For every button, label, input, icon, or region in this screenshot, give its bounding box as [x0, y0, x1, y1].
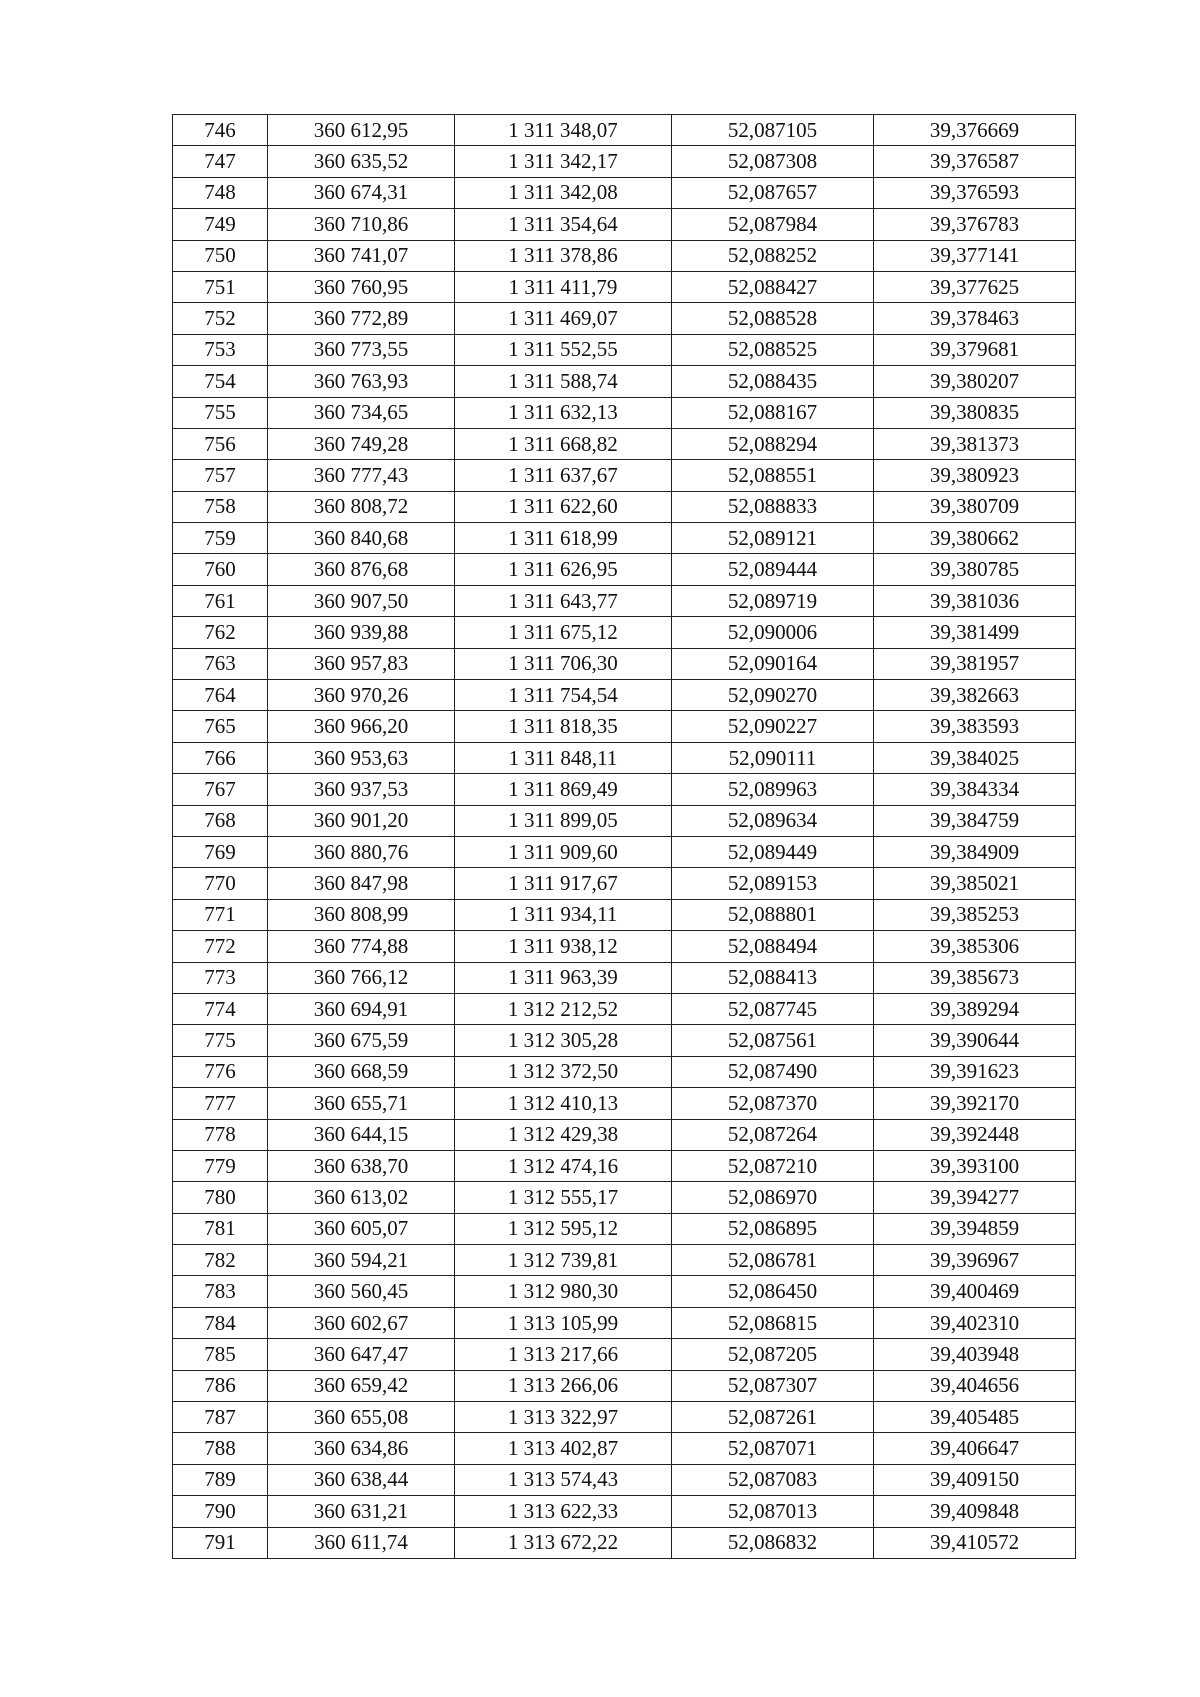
- y-coordinate-cell: 1 312 474,16: [455, 1150, 672, 1181]
- table-row: [173, 1527, 1076, 1558]
- point-number-cell: 774: [173, 993, 268, 1024]
- y-coordinate-cell: 1 312 980,30: [455, 1276, 672, 1307]
- longitude-cell: 39,379681: [874, 334, 1076, 365]
- latitude-cell: 52,086970: [672, 1182, 874, 1213]
- latitude-cell: 52,087071: [672, 1433, 874, 1464]
- longitude-cell: 39,400469: [874, 1276, 1076, 1307]
- x-coordinate-cell: 360 613,02: [268, 1182, 455, 1213]
- table-row: [173, 115, 1076, 146]
- table-row: [173, 146, 1076, 177]
- latitude-cell: 52,088528: [672, 303, 874, 334]
- x-coordinate-cell: 360 611,74: [268, 1527, 455, 1558]
- point-number-cell: 755: [173, 397, 268, 428]
- y-coordinate-cell: 1 311 348,07: [455, 115, 672, 146]
- latitude-cell: 52,089719: [672, 585, 874, 616]
- y-coordinate-cell: 1 311 934,11: [455, 899, 672, 930]
- y-coordinate-cell: 1 311 675,12: [455, 617, 672, 648]
- point-number-cell: 765: [173, 711, 268, 742]
- table-row: [173, 962, 1076, 993]
- x-coordinate-cell: 360 605,07: [268, 1213, 455, 1244]
- y-coordinate-cell: 1 311 818,35: [455, 711, 672, 742]
- point-number-cell: 760: [173, 554, 268, 585]
- longitude-cell: 39,376587: [874, 146, 1076, 177]
- longitude-cell: 39,377625: [874, 271, 1076, 302]
- point-number-cell: 768: [173, 805, 268, 836]
- x-coordinate-cell: 360 876,68: [268, 554, 455, 585]
- table-row: [173, 836, 1076, 867]
- x-coordinate-cell: 360 907,50: [268, 585, 455, 616]
- point-number-cell: 748: [173, 177, 268, 208]
- latitude-cell: 52,089444: [672, 554, 874, 585]
- x-coordinate-cell: 360 970,26: [268, 680, 455, 711]
- longitude-cell: 39,380785: [874, 554, 1076, 585]
- y-coordinate-cell: 1 311 899,05: [455, 805, 672, 836]
- latitude-cell: 52,086895: [672, 1213, 874, 1244]
- x-coordinate-cell: 360 777,43: [268, 460, 455, 491]
- longitude-cell: 39,409848: [874, 1496, 1076, 1527]
- y-coordinate-cell: 1 311 588,74: [455, 366, 672, 397]
- longitude-cell: 39,385253: [874, 899, 1076, 930]
- x-coordinate-cell: 360 966,20: [268, 711, 455, 742]
- x-coordinate-cell: 360 939,88: [268, 617, 455, 648]
- y-coordinate-cell: 1 311 342,17: [455, 146, 672, 177]
- longitude-cell: 39,392448: [874, 1119, 1076, 1150]
- latitude-cell: 52,088167: [672, 397, 874, 428]
- latitude-cell: 52,086832: [672, 1527, 874, 1558]
- point-number-cell: 756: [173, 428, 268, 459]
- latitude-cell: 52,087083: [672, 1464, 874, 1495]
- longitude-cell: 39,381036: [874, 585, 1076, 616]
- longitude-cell: 39,384909: [874, 836, 1076, 867]
- y-coordinate-cell: 1 311 342,08: [455, 177, 672, 208]
- latitude-cell: 52,089634: [672, 805, 874, 836]
- y-coordinate-cell: 1 313 217,66: [455, 1339, 672, 1370]
- latitude-cell: 52,090111: [672, 742, 874, 773]
- y-coordinate-cell: 1 313 266,06: [455, 1370, 672, 1401]
- latitude-cell: 52,087205: [672, 1339, 874, 1370]
- x-coordinate-cell: 360 901,20: [268, 805, 455, 836]
- x-coordinate-cell: 360 647,47: [268, 1339, 455, 1370]
- longitude-cell: 39,384334: [874, 774, 1076, 805]
- table-row: [173, 993, 1076, 1024]
- table-row: [173, 397, 1076, 428]
- y-coordinate-cell: 1 311 917,67: [455, 868, 672, 899]
- latitude-cell: 52,088435: [672, 366, 874, 397]
- latitude-cell: 52,087984: [672, 209, 874, 240]
- y-coordinate-cell: 1 313 105,99: [455, 1307, 672, 1338]
- latitude-cell: 52,088551: [672, 460, 874, 491]
- longitude-cell: 39,380662: [874, 523, 1076, 554]
- longitude-cell: 39,393100: [874, 1150, 1076, 1181]
- x-coordinate-cell: 360 634,86: [268, 1433, 455, 1464]
- longitude-cell: 39,381373: [874, 428, 1076, 459]
- latitude-cell: 52,088252: [672, 240, 874, 271]
- y-coordinate-cell: 1 313 622,33: [455, 1496, 672, 1527]
- latitude-cell: 52,088294: [672, 428, 874, 459]
- table-row: [173, 1496, 1076, 1527]
- latitude-cell: 52,087657: [672, 177, 874, 208]
- coordinates-table: [172, 114, 1076, 1559]
- table-row: [173, 774, 1076, 805]
- longitude-cell: 39,382663: [874, 680, 1076, 711]
- table-row: [173, 366, 1076, 397]
- latitude-cell: 52,086450: [672, 1276, 874, 1307]
- longitude-cell: 39,404656: [874, 1370, 1076, 1401]
- x-coordinate-cell: 360 741,07: [268, 240, 455, 271]
- latitude-cell: 52,086815: [672, 1307, 874, 1338]
- x-coordinate-cell: 360 808,99: [268, 899, 455, 930]
- longitude-cell: 39,376783: [874, 209, 1076, 240]
- longitude-cell: 39,389294: [874, 993, 1076, 1024]
- table-row: [173, 742, 1076, 773]
- latitude-cell: 52,087210: [672, 1150, 874, 1181]
- table-row: [173, 585, 1076, 616]
- point-number-cell: 769: [173, 836, 268, 867]
- longitude-cell: 39,406647: [874, 1433, 1076, 1464]
- y-coordinate-cell: 1 311 963,39: [455, 962, 672, 993]
- y-coordinate-cell: 1 311 378,86: [455, 240, 672, 271]
- x-coordinate-cell: 360 560,45: [268, 1276, 455, 1307]
- latitude-cell: 52,087307: [672, 1370, 874, 1401]
- point-number-cell: 753: [173, 334, 268, 365]
- table-row: [173, 1213, 1076, 1244]
- longitude-cell: 39,410572: [874, 1527, 1076, 1558]
- y-coordinate-cell: 1 311 938,12: [455, 931, 672, 962]
- y-coordinate-cell: 1 311 706,30: [455, 648, 672, 679]
- x-coordinate-cell: 360 772,89: [268, 303, 455, 334]
- table-row: [173, 1464, 1076, 1495]
- longitude-cell: 39,394859: [874, 1213, 1076, 1244]
- x-coordinate-cell: 360 840,68: [268, 523, 455, 554]
- table-row: [173, 177, 1076, 208]
- longitude-cell: 39,394277: [874, 1182, 1076, 1213]
- table-row: [173, 491, 1076, 522]
- x-coordinate-cell: 360 773,55: [268, 334, 455, 365]
- y-coordinate-cell: 1 311 909,60: [455, 836, 672, 867]
- point-number-cell: 771: [173, 899, 268, 930]
- y-coordinate-cell: 1 312 739,81: [455, 1245, 672, 1276]
- table-row: [173, 617, 1076, 648]
- table-row: [173, 1025, 1076, 1056]
- y-coordinate-cell: 1 313 402,87: [455, 1433, 672, 1464]
- longitude-cell: 39,377141: [874, 240, 1076, 271]
- longitude-cell: 39,381957: [874, 648, 1076, 679]
- table-row: [173, 271, 1076, 302]
- point-number-cell: 749: [173, 209, 268, 240]
- x-coordinate-cell: 360 635,52: [268, 146, 455, 177]
- y-coordinate-cell: 1 313 672,22: [455, 1527, 672, 1558]
- latitude-cell: 52,089121: [672, 523, 874, 554]
- y-coordinate-cell: 1 311 618,99: [455, 523, 672, 554]
- point-number-cell: 788: [173, 1433, 268, 1464]
- point-number-cell: 779: [173, 1150, 268, 1181]
- y-coordinate-cell: 1 311 469,07: [455, 303, 672, 334]
- latitude-cell: 52,087561: [672, 1025, 874, 1056]
- x-coordinate-cell: 360 659,42: [268, 1370, 455, 1401]
- table-row: [173, 868, 1076, 899]
- table-row: [173, 1276, 1076, 1307]
- table-row: [173, 1182, 1076, 1213]
- y-coordinate-cell: 1 311 869,49: [455, 774, 672, 805]
- point-number-cell: 776: [173, 1056, 268, 1087]
- table-row: [173, 1056, 1076, 1087]
- point-number-cell: 775: [173, 1025, 268, 1056]
- y-coordinate-cell: 1 312 372,50: [455, 1056, 672, 1087]
- x-coordinate-cell: 360 668,59: [268, 1056, 455, 1087]
- point-number-cell: 766: [173, 742, 268, 773]
- x-coordinate-cell: 360 937,53: [268, 774, 455, 805]
- y-coordinate-cell: 1 311 622,60: [455, 491, 672, 522]
- x-coordinate-cell: 360 674,31: [268, 177, 455, 208]
- point-number-cell: 777: [173, 1088, 268, 1119]
- x-coordinate-cell: 360 953,63: [268, 742, 455, 773]
- longitude-cell: 39,376593: [874, 177, 1076, 208]
- point-number-cell: 759: [173, 523, 268, 554]
- table-row: [173, 428, 1076, 459]
- x-coordinate-cell: 360 763,93: [268, 366, 455, 397]
- point-number-cell: 761: [173, 585, 268, 616]
- x-coordinate-cell: 360 957,83: [268, 648, 455, 679]
- point-number-cell: 746: [173, 115, 268, 146]
- point-number-cell: 758: [173, 491, 268, 522]
- coordinates-table-body: [173, 115, 1076, 1559]
- latitude-cell: 52,087308: [672, 146, 874, 177]
- table-row: [173, 1370, 1076, 1401]
- y-coordinate-cell: 1 311 637,67: [455, 460, 672, 491]
- x-coordinate-cell: 360 612,95: [268, 115, 455, 146]
- x-coordinate-cell: 360 734,65: [268, 397, 455, 428]
- latitude-cell: 52,087370: [672, 1088, 874, 1119]
- latitude-cell: 52,088833: [672, 491, 874, 522]
- latitude-cell: 52,090227: [672, 711, 874, 742]
- x-coordinate-cell: 360 594,21: [268, 1245, 455, 1276]
- y-coordinate-cell: 1 313 322,97: [455, 1402, 672, 1433]
- y-coordinate-cell: 1 313 574,43: [455, 1464, 672, 1495]
- x-coordinate-cell: 360 710,86: [268, 209, 455, 240]
- x-coordinate-cell: 360 638,44: [268, 1464, 455, 1495]
- y-coordinate-cell: 1 311 848,11: [455, 742, 672, 773]
- point-number-cell: 764: [173, 680, 268, 711]
- point-number-cell: 780: [173, 1182, 268, 1213]
- x-coordinate-cell: 360 694,91: [268, 993, 455, 1024]
- y-coordinate-cell: 1 311 632,13: [455, 397, 672, 428]
- y-coordinate-cell: 1 312 410,13: [455, 1088, 672, 1119]
- latitude-cell: 52,087745: [672, 993, 874, 1024]
- longitude-cell: 39,380835: [874, 397, 1076, 428]
- point-number-cell: 789: [173, 1464, 268, 1495]
- y-coordinate-cell: 1 312 429,38: [455, 1119, 672, 1150]
- table-row: [173, 334, 1076, 365]
- longitude-cell: 39,391623: [874, 1056, 1076, 1087]
- y-coordinate-cell: 1 312 555,17: [455, 1182, 672, 1213]
- table-row: [173, 1433, 1076, 1464]
- longitude-cell: 39,403948: [874, 1339, 1076, 1370]
- latitude-cell: 52,090164: [672, 648, 874, 679]
- point-number-cell: 787: [173, 1402, 268, 1433]
- longitude-cell: 39,385306: [874, 931, 1076, 962]
- latitude-cell: 52,087261: [672, 1402, 874, 1433]
- longitude-cell: 39,380207: [874, 366, 1076, 397]
- x-coordinate-cell: 360 749,28: [268, 428, 455, 459]
- longitude-cell: 39,381499: [874, 617, 1076, 648]
- x-coordinate-cell: 360 631,21: [268, 1496, 455, 1527]
- point-number-cell: 762: [173, 617, 268, 648]
- point-number-cell: 778: [173, 1119, 268, 1150]
- point-number-cell: 751: [173, 271, 268, 302]
- point-number-cell: 786: [173, 1370, 268, 1401]
- longitude-cell: 39,380709: [874, 491, 1076, 522]
- point-number-cell: 783: [173, 1276, 268, 1307]
- longitude-cell: 39,409150: [874, 1464, 1076, 1495]
- point-number-cell: 784: [173, 1307, 268, 1338]
- y-coordinate-cell: 1 311 354,64: [455, 209, 672, 240]
- x-coordinate-cell: 360 655,08: [268, 1402, 455, 1433]
- longitude-cell: 39,385673: [874, 962, 1076, 993]
- table-row: [173, 711, 1076, 742]
- x-coordinate-cell: 360 774,88: [268, 931, 455, 962]
- x-coordinate-cell: 360 638,70: [268, 1150, 455, 1181]
- point-number-cell: 757: [173, 460, 268, 491]
- latitude-cell: 52,088494: [672, 931, 874, 962]
- y-coordinate-cell: 1 311 668,82: [455, 428, 672, 459]
- y-coordinate-cell: 1 312 595,12: [455, 1213, 672, 1244]
- latitude-cell: 52,087490: [672, 1056, 874, 1087]
- longitude-cell: 39,384759: [874, 805, 1076, 836]
- point-number-cell: 785: [173, 1339, 268, 1370]
- x-coordinate-cell: 360 644,15: [268, 1119, 455, 1150]
- longitude-cell: 39,383593: [874, 711, 1076, 742]
- x-coordinate-cell: 360 847,98: [268, 868, 455, 899]
- x-coordinate-cell: 360 655,71: [268, 1088, 455, 1119]
- x-coordinate-cell: 360 760,95: [268, 271, 455, 302]
- point-number-cell: 750: [173, 240, 268, 271]
- longitude-cell: 39,396967: [874, 1245, 1076, 1276]
- latitude-cell: 52,088525: [672, 334, 874, 365]
- latitude-cell: 52,088413: [672, 962, 874, 993]
- table-row: [173, 1088, 1076, 1119]
- table-row: [173, 460, 1076, 491]
- table-row: [173, 303, 1076, 334]
- longitude-cell: 39,405485: [874, 1402, 1076, 1433]
- table-row: [173, 209, 1076, 240]
- latitude-cell: 52,088801: [672, 899, 874, 930]
- longitude-cell: 39,376669: [874, 115, 1076, 146]
- point-number-cell: 790: [173, 1496, 268, 1527]
- x-coordinate-cell: 360 675,59: [268, 1025, 455, 1056]
- table-row: [173, 931, 1076, 962]
- table-row: [173, 523, 1076, 554]
- table-row: [173, 1307, 1076, 1338]
- x-coordinate-cell: 360 602,67: [268, 1307, 455, 1338]
- latitude-cell: 52,090270: [672, 680, 874, 711]
- latitude-cell: 52,087105: [672, 115, 874, 146]
- point-number-cell: 754: [173, 366, 268, 397]
- latitude-cell: 52,088427: [672, 271, 874, 302]
- longitude-cell: 39,384025: [874, 742, 1076, 773]
- y-coordinate-cell: 1 311 626,95: [455, 554, 672, 585]
- point-number-cell: 752: [173, 303, 268, 334]
- y-coordinate-cell: 1 312 305,28: [455, 1025, 672, 1056]
- y-coordinate-cell: 1 311 754,54: [455, 680, 672, 711]
- latitude-cell: 52,089963: [672, 774, 874, 805]
- longitude-cell: 39,402310: [874, 1307, 1076, 1338]
- latitude-cell: 52,087264: [672, 1119, 874, 1150]
- y-coordinate-cell: 1 312 212,52: [455, 993, 672, 1024]
- x-coordinate-cell: 360 766,12: [268, 962, 455, 993]
- latitude-cell: 52,086781: [672, 1245, 874, 1276]
- latitude-cell: 52,089449: [672, 836, 874, 867]
- longitude-cell: 39,390644: [874, 1025, 1076, 1056]
- table-row: [173, 240, 1076, 271]
- y-coordinate-cell: 1 311 643,77: [455, 585, 672, 616]
- longitude-cell: 39,392170: [874, 1088, 1076, 1119]
- point-number-cell: 781: [173, 1213, 268, 1244]
- longitude-cell: 39,385021: [874, 868, 1076, 899]
- point-number-cell: 747: [173, 146, 268, 177]
- table-row: [173, 680, 1076, 711]
- point-number-cell: 763: [173, 648, 268, 679]
- table-row: [173, 1245, 1076, 1276]
- table-row: [173, 1119, 1076, 1150]
- latitude-cell: 52,090006: [672, 617, 874, 648]
- longitude-cell: 39,378463: [874, 303, 1076, 334]
- y-coordinate-cell: 1 311 411,79: [455, 271, 672, 302]
- table-row: [173, 1402, 1076, 1433]
- point-number-cell: 770: [173, 868, 268, 899]
- longitude-cell: 39,380923: [874, 460, 1076, 491]
- table-row: [173, 554, 1076, 585]
- point-number-cell: 782: [173, 1245, 268, 1276]
- x-coordinate-cell: 360 880,76: [268, 836, 455, 867]
- x-coordinate-cell: 360 808,72: [268, 491, 455, 522]
- point-number-cell: 772: [173, 931, 268, 962]
- y-coordinate-cell: 1 311 552,55: [455, 334, 672, 365]
- table-row: [173, 1339, 1076, 1370]
- table-row: [173, 805, 1076, 836]
- latitude-cell: 52,087013: [672, 1496, 874, 1527]
- point-number-cell: 791: [173, 1527, 268, 1558]
- table-row: [173, 899, 1076, 930]
- table-row: [173, 1150, 1076, 1181]
- point-number-cell: 767: [173, 774, 268, 805]
- latitude-cell: 52,089153: [672, 868, 874, 899]
- point-number-cell: 773: [173, 962, 268, 993]
- table-row: [173, 648, 1076, 679]
